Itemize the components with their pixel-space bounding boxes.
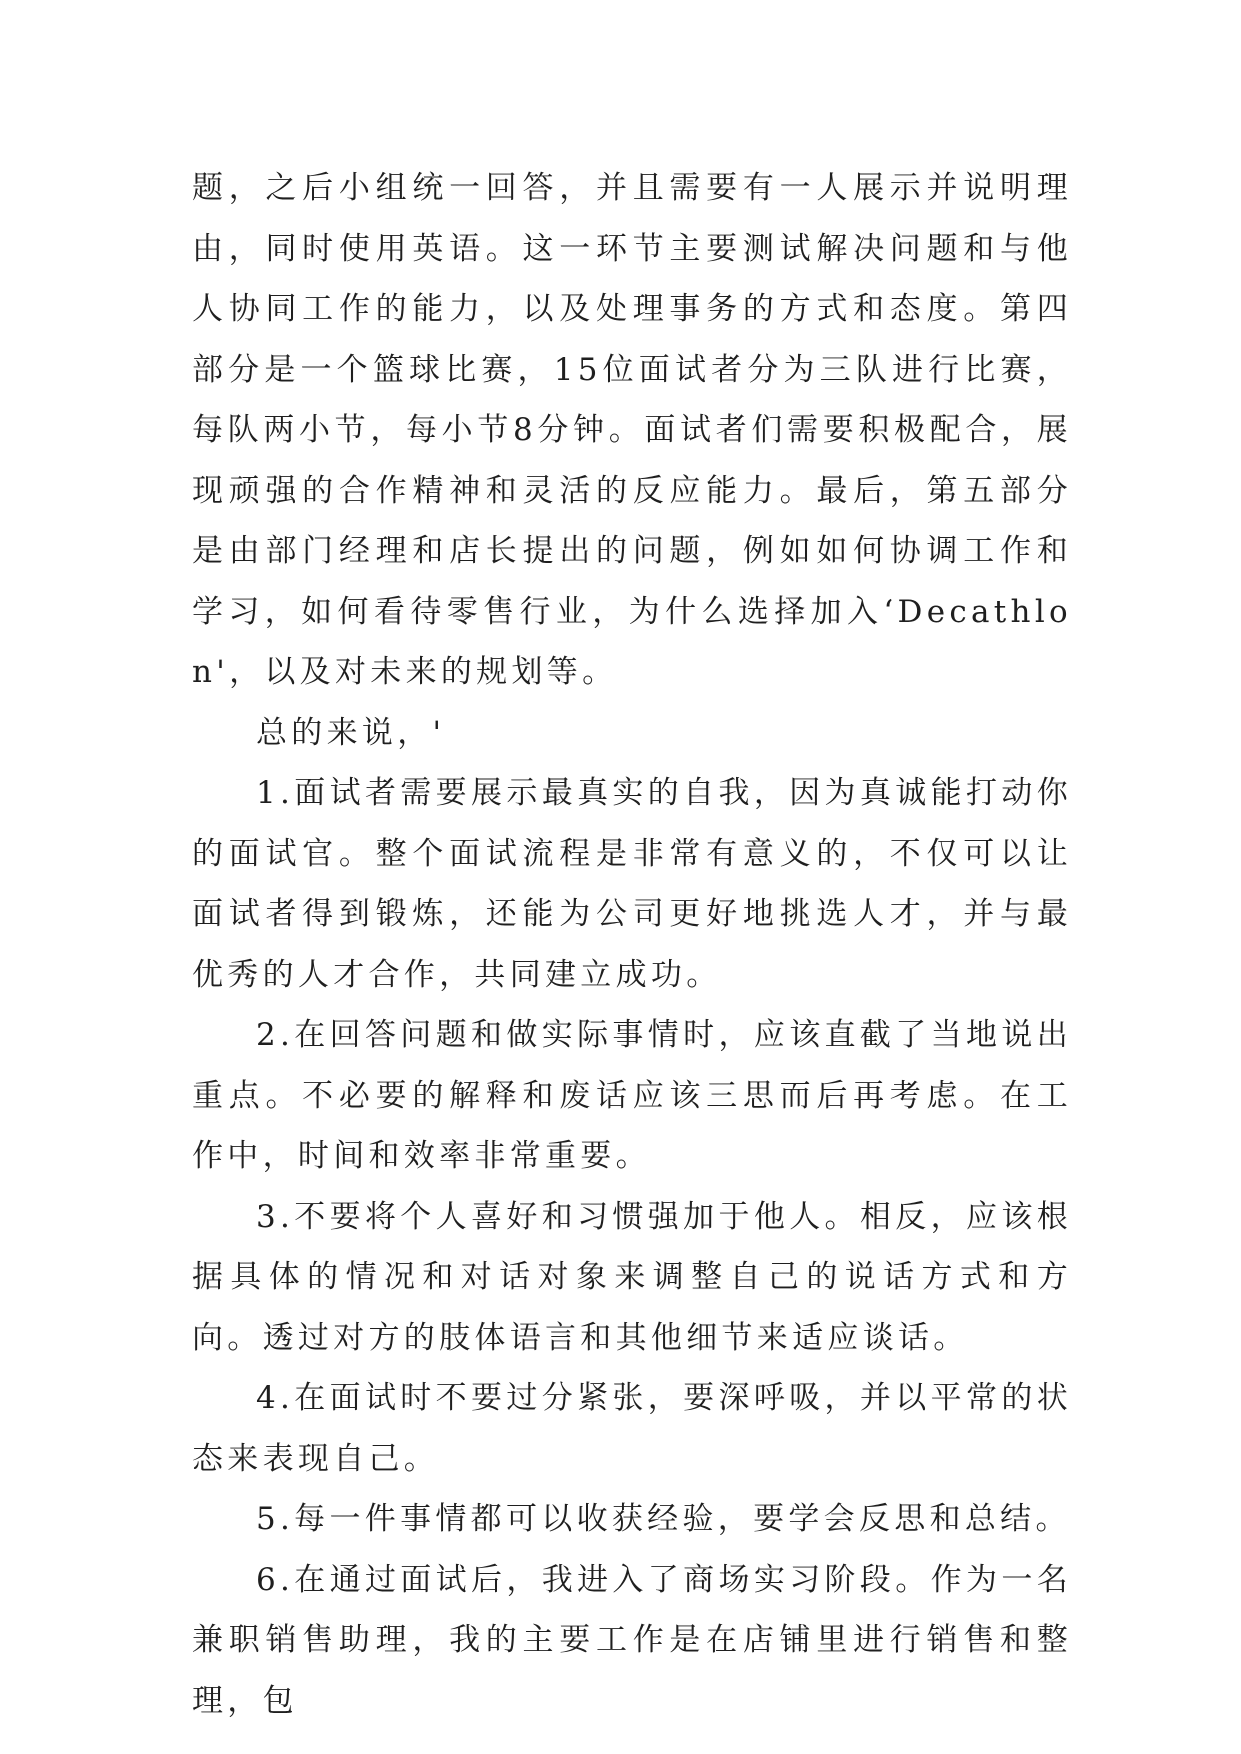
paragraph-point-3: 3.不要将个人喜好和习惯强加于他人。相反，应该根据具体的情况和对话对象来调整自己的说话方式和方向。透过对方的肢体语言和其他细节来适应谈话。: [192, 1198, 1072, 1356]
paragraph-point-6: 6.在通过面试后，我进入了商场实习阶段。作为一名兼职销售助理，我的主要工作是在店铺里进行销售和整理，包: [192, 1561, 1072, 1719]
document-body: [192, 158, 1072, 1731]
paragraph-point-5: 5.每一件事情都可以收获经验，要学会反思和总结。: [256, 1501, 1071, 1537]
paragraph-point-2: 2.在回答问题和做实际事情时，应该直截了当地说出重点。不必要的解释和废话应该三思而后再考虑。在工作中，时间和效率非常重要。: [192, 1017, 1072, 1174]
paragraph-summary-intro: 总的来说，': [256, 714, 446, 751]
paragraph-point-1: 1.面试者需要展示最真实的自我，因为真诚能打动你的面试官。整个面试流程是非常有意义的，不仅可以让面试者得到锻炼，还能为公司更好地挑选人才，并与最优秀的人才合作，共同建立成功。: [192, 775, 1072, 993]
paragraph-point-4: 4.在面试时不要过分紧张，要深呼吸，并以平常的状态来表现自己。: [192, 1380, 1072, 1477]
paragraph-continued: 题，之后小组统一回答，并且需要有一人展示并说明理由，同时使用英语。这一环节主要测试解决问题和与他人协同工作的能力，以及处理事务的方式和态度。第四部分是一个篮球比赛，15位面试者分为三队进行比赛，每队两小节，每小节8分钟。面试者们需要积极配合，展现顽强的合作精神和灵活的反应能力。最后，第五部分是由部门经理和店长提出的问题，例如如何协调工作和学习，如何看待零售行业，为什么选择加入‘Decathlon'，以及对未来的规划等。: [192, 170, 1072, 690]
